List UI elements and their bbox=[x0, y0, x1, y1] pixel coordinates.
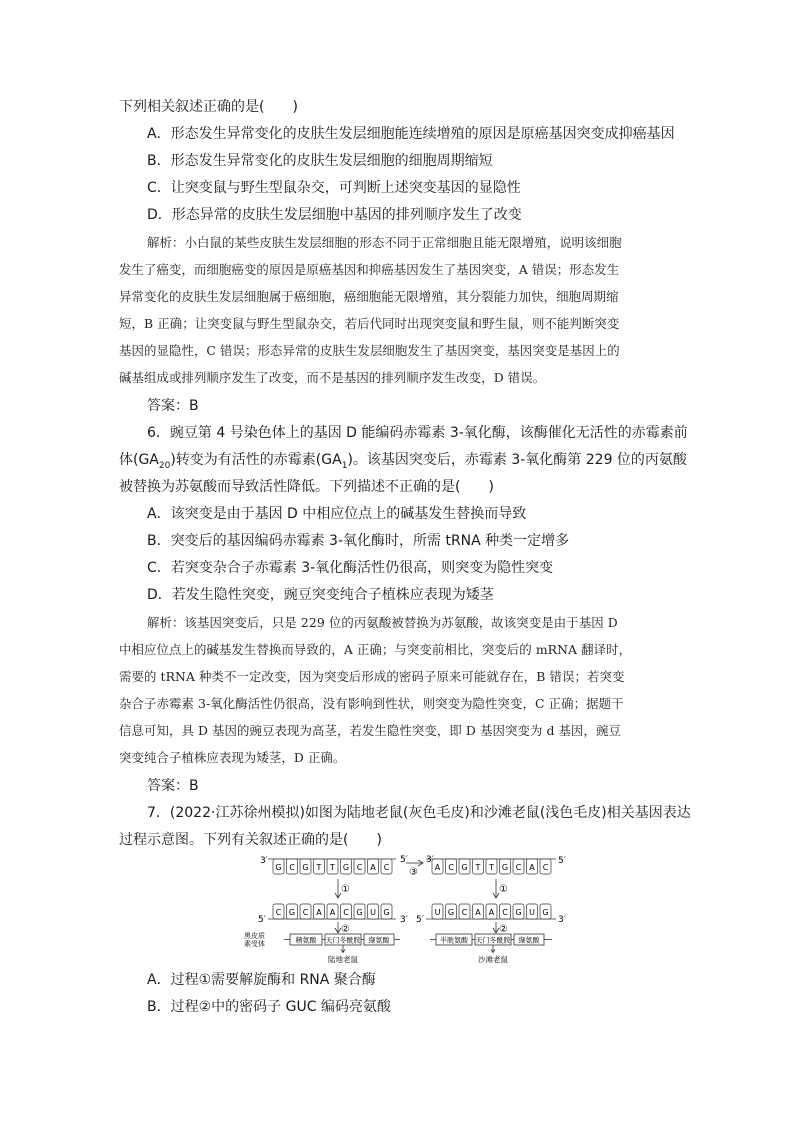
base-letter: C bbox=[461, 908, 468, 917]
base-letter: G bbox=[501, 863, 509, 872]
base-letter: U bbox=[370, 908, 376, 917]
q5-explanation-line: 基因的显隐性，C 错误；形态异常的皮肤生发层细胞发生了基因突变，基因突变是基因上的 bbox=[119, 343, 620, 358]
q7-option-b: B．过程②中的密码子 GUC 编码亮氨酸 bbox=[147, 999, 391, 1015]
left-amino-acid: 精氨酸 bbox=[295, 936, 317, 945]
q6-explanation-line: 需要的 tRNA 种类不一定改变，因为突变后形成的密码子原来可能就存在，B 错误；若突变 bbox=[119, 669, 625, 684]
gene-expression-figure bbox=[240, 852, 570, 967]
base-letter: T bbox=[330, 863, 335, 872]
q6-option-b: B．突变后的基因编码赤霉素 3-氧化酶时，所需 tRNA 种类一定增多 bbox=[147, 533, 570, 549]
q5-explanation-line: 异常变化的皮肤生发层细胞属于癌细胞，癌细胞能无限增殖，其分裂能力加快，细胞周期缩 bbox=[119, 289, 619, 304]
right-rna-5-end: 5′ bbox=[416, 915, 424, 925]
right-amino-acid: 半胱氨酸 bbox=[440, 936, 468, 945]
q5-stem-end: 下列相关叙述正确的是( ) bbox=[119, 99, 298, 115]
right-mrna-bases bbox=[432, 904, 551, 919]
q5-option-c: C．让突变鼠与野生型鼠杂交，可判断上述突变基因的显隐性 bbox=[147, 180, 521, 196]
q5-option-a: A．形态发生异常变化的皮肤生发层细胞能连续增殖的原因是原癌基因突变成抑癌基因 bbox=[147, 126, 675, 142]
left-mouse-name: 陆地老鼠 bbox=[328, 955, 358, 964]
base-letter: T bbox=[475, 863, 481, 872]
q6-stem-line: 被替换为苏氨酸而导致活性降低。下列描述不正确的是( ) bbox=[119, 479, 494, 495]
q5-explanation-line: 碱基组成或排列顺序发生了改变，而不是基因的排列顺序发生改变，D 错误。 bbox=[119, 370, 546, 385]
q5-answer: 答案：B bbox=[147, 398, 199, 414]
step-3-label: ③ bbox=[409, 867, 418, 878]
right-mouse-name: 沙滩老鼠 bbox=[478, 955, 508, 964]
base-letter: C bbox=[302, 908, 309, 917]
q6-explanation-line: 解析：该基因突变后，只是 229 位的丙氨酸被替换为苏氨酸，故该突变是由于基因 D bbox=[147, 615, 618, 630]
base-letter: C bbox=[343, 908, 349, 917]
q6-explanation-line: 中相应位点上的碱基发生替换而导致的，A 正确；与突变前相比，突变后的 mRNA 翻译时， bbox=[119, 642, 632, 657]
q6-option-d: D．若发生隐性突变，豌豆突变纯合子植株应表现为矮茎 bbox=[147, 587, 494, 603]
q5-explanation-line: 解析：小白鼠的某些皮肤生发层细胞的形态不同于正常细胞且能无限增殖，说明该细胞 bbox=[147, 235, 622, 250]
base-letter: U bbox=[434, 908, 441, 917]
base-letter: G bbox=[275, 863, 282, 872]
base-letter: T bbox=[316, 863, 322, 872]
right-dna-3-end: 3′ bbox=[426, 855, 434, 865]
right-rna-3-end: 3′ bbox=[558, 915, 566, 925]
q5-option-d: D．形态异常的皮肤生发层细胞中基因的排列顺序发生了改变 bbox=[147, 207, 522, 223]
base-letter: G bbox=[447, 908, 455, 917]
q6-stem-line: 体$(GA_{20})$转变为有活性的赤霉素$(GA_1)$。该基因突变后，赤霉素 3-氧化酶第 229 位的丙氨酸 bbox=[119, 452, 687, 471]
base-letter: C bbox=[289, 863, 295, 872]
base-letter: A bbox=[488, 908, 495, 917]
left-rna-3-end: 3′ bbox=[400, 915, 408, 925]
left-amino-acid: 天门冬酰胺 bbox=[325, 936, 361, 945]
q6-answer: 答案：B bbox=[147, 778, 199, 794]
receptor-label: 黑皮质 bbox=[244, 932, 265, 940]
right-dna-bases bbox=[432, 859, 551, 874]
base-letter: A bbox=[434, 863, 441, 872]
base-letter: A bbox=[529, 863, 535, 872]
step-1-label-right: ① bbox=[499, 884, 508, 895]
base-letter: A bbox=[370, 863, 376, 872]
q6-explanation-line: 杂合子赤霉素 3-氧化酶活性仍很高，没有影响到性状，则突变为隐性突变，C 正确；据题干 bbox=[119, 696, 624, 711]
q6-option-a: A．该突变是由于基因 D 中相应位点上的碱基发生替换而导致 bbox=[147, 506, 527, 522]
base-letter: A bbox=[475, 908, 481, 917]
q7-option-a: A．过程①需要解旋酶和 RNA 聚合酶 bbox=[147, 972, 376, 988]
base-letter: G bbox=[288, 908, 296, 917]
q5-explanation-line: 短，B 正确；让突变鼠与野生型鼠杂交，若后代同时出现突变鼠和野生鼠，则不能判断突变 bbox=[119, 316, 620, 331]
q6-explanation-line: 突变纯合子植株应表现为矮茎，D 正确。 bbox=[119, 750, 346, 765]
base-letter: T bbox=[489, 863, 494, 872]
step-1-label-left: ① bbox=[341, 884, 350, 895]
base-letter: U bbox=[529, 908, 535, 917]
step-2-label-right: ② bbox=[499, 924, 508, 935]
base-letter: C bbox=[542, 863, 549, 872]
base-letter: A bbox=[329, 908, 336, 917]
base-letter: C bbox=[448, 863, 454, 872]
right-amino-acid: 天门冬酰胺 bbox=[475, 936, 511, 945]
left-dna-bases bbox=[273, 859, 392, 874]
q7-stem-line: 过程示意图。下列有关叙述正确的是( ) bbox=[119, 832, 382, 848]
base-letter: C bbox=[515, 863, 522, 872]
base-letter: C bbox=[383, 863, 390, 872]
q6-stem-line: 6．豌豆第 4 号染色体上的基因 D 能编码赤霉素 3-氧化酶，该酶催化无活性的赤霉素前 bbox=[147, 425, 688, 441]
receptor-label: 素受体 bbox=[244, 940, 265, 948]
base-letter: C bbox=[275, 908, 282, 917]
base-letter: G bbox=[302, 863, 309, 872]
q6-option-c: C．若突变杂合子赤霉素 3-氧化酶活性仍很高，则突变为隐性突变 bbox=[147, 560, 554, 576]
base-letter: G bbox=[342, 863, 350, 872]
q5-option-b: B．形态发生异常变化的皮肤生发层细胞的细胞周期缩短 bbox=[147, 153, 493, 169]
q7-stem-line: 7．(2022·江苏徐州模拟)如图为陆地老鼠(灰色毛皮)和沙滩老鼠(浅色毛皮)相关基因表达 bbox=[147, 805, 691, 821]
left-dna-5-end: 5′ bbox=[400, 855, 408, 865]
base-letter: G bbox=[542, 908, 549, 917]
left-rna-5-end: 5′ bbox=[258, 915, 266, 925]
base-letter: C bbox=[356, 863, 363, 872]
step-2-label-left: ② bbox=[341, 924, 350, 935]
right-amino-acid: 缬氨酸 bbox=[518, 936, 540, 945]
base-letter: G bbox=[461, 863, 468, 872]
base-letter: A bbox=[316, 908, 322, 917]
base-letter: G bbox=[515, 908, 522, 917]
q5-explanation-line: 发生了癌变，而细胞癌变的原因是原癌基因和抑癌基因发生了基因突变，A 错误；形态发生 bbox=[119, 262, 620, 277]
left-amino-acid: 缬氨酸 bbox=[368, 936, 390, 945]
q6-explanation-line: 信息可知，具 D 基因的豌豆表现为高茎，若发生隐性突变，即 D 基因突变为 d 基因，豌豆 bbox=[119, 723, 621, 738]
base-letter: G bbox=[356, 908, 363, 917]
left-dna-3-end: 3′ bbox=[260, 856, 268, 866]
right-dna-5-end: 5′ bbox=[558, 856, 566, 866]
left-mrna-bases bbox=[273, 904, 392, 919]
base-letter: C bbox=[502, 908, 508, 917]
base-letter: G bbox=[383, 908, 390, 917]
